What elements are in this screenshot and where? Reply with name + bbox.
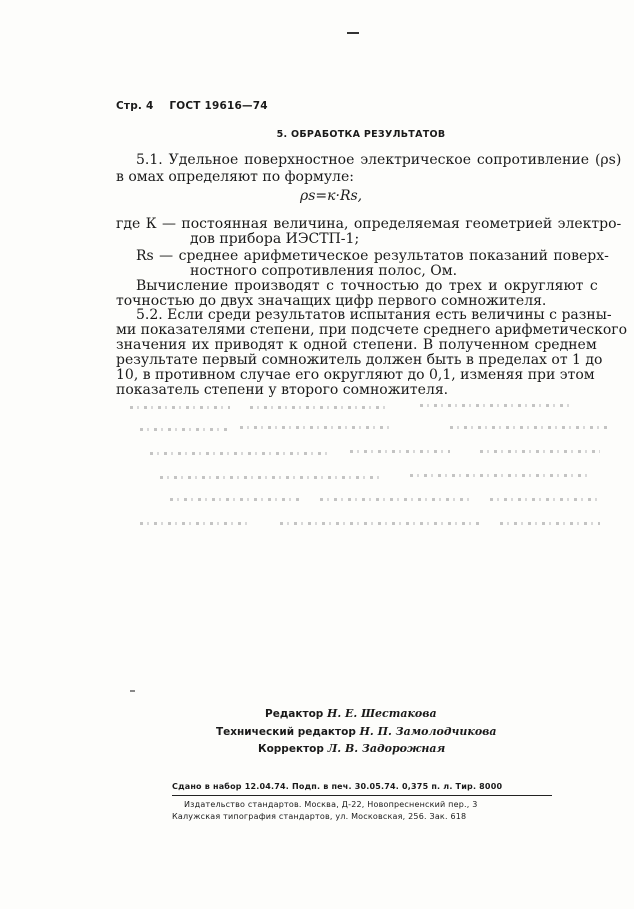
credit-editor	[265, 707, 437, 720]
credit-tech-editor	[216, 725, 497, 738]
p2-line4: результате первый сомножитель должен быть в пределах от 1 до	[116, 352, 603, 368]
where-line1: где К — постоянная величина, определяемая геометрией электро-	[116, 216, 622, 232]
imprint-line1: Сдано в набор 12.04.74. Подп. в печ. 30.05.74. 0,375 п. л. Тир. 8000	[172, 782, 503, 791]
credit-corrector	[258, 742, 445, 755]
corrector-name: Л. В. Задорожная	[327, 742, 446, 755]
p2-line2: ми показателями степени, при подсчете среднего арифметического	[116, 322, 628, 338]
faded-illegible-text	[130, 398, 610, 548]
p2-line1: 5.2. Если среди результатов испытания есть величины с разны-	[136, 307, 612, 323]
margin-tick-mark	[130, 690, 135, 692]
tech-editor-label: Технический редактор	[216, 726, 356, 738]
editor-label: Редактор	[265, 708, 324, 720]
imprint-line2: Издательство стандартов. Москва, Д-22, Новопресненский пер., 3	[184, 800, 478, 809]
page-number: Стр. 4	[116, 100, 154, 112]
formula: ρs=к·Rs,	[300, 188, 363, 204]
editor-name: Н. Е. Шестакова	[326, 707, 437, 720]
page-header	[116, 100, 280, 112]
p1-line2: в омах определяют по формуле:	[116, 169, 354, 185]
top-dash-mark	[347, 32, 359, 34]
corrector-label: Корректор	[258, 743, 324, 755]
rs-line1: Rs — среднее арифметическое результатов показаний поверх-	[136, 248, 609, 264]
tech-editor-name: Н. П. Замолодчикова	[359, 725, 497, 738]
p1-line1: 5.1. Удельное поверхностное электрическое сопротивление (ρs)	[136, 152, 622, 168]
standard-number: ГОСТ 19616—74	[169, 100, 268, 112]
imprint-line3: Калужская типография стандартов, ул. Московская, 256. Зак. 618	[172, 812, 467, 821]
calc-line2: точностью до двух значащих цифр первого сомножителя.	[116, 293, 547, 309]
imprint-divider	[172, 795, 552, 796]
calc-line1: Вычисление производят с точностью до трех и округляют с	[136, 278, 598, 294]
where-line2: дов прибора ИЭСТП-1;	[190, 231, 360, 247]
p2-line5: 10, в противном случае его округляют до 0,1, изменяя при этом	[116, 367, 595, 383]
p2-line6: показатель степени у второго сомножителя.	[116, 382, 449, 398]
section-title: 5. ОБРАБОТКА РЕЗУЛЬТАТОВ	[276, 129, 446, 140]
rs-line2: ностного сопротивления полос, Ом.	[190, 263, 458, 279]
p2-line3: значения их приводят к одной степени. В полученном среднем	[116, 337, 597, 353]
